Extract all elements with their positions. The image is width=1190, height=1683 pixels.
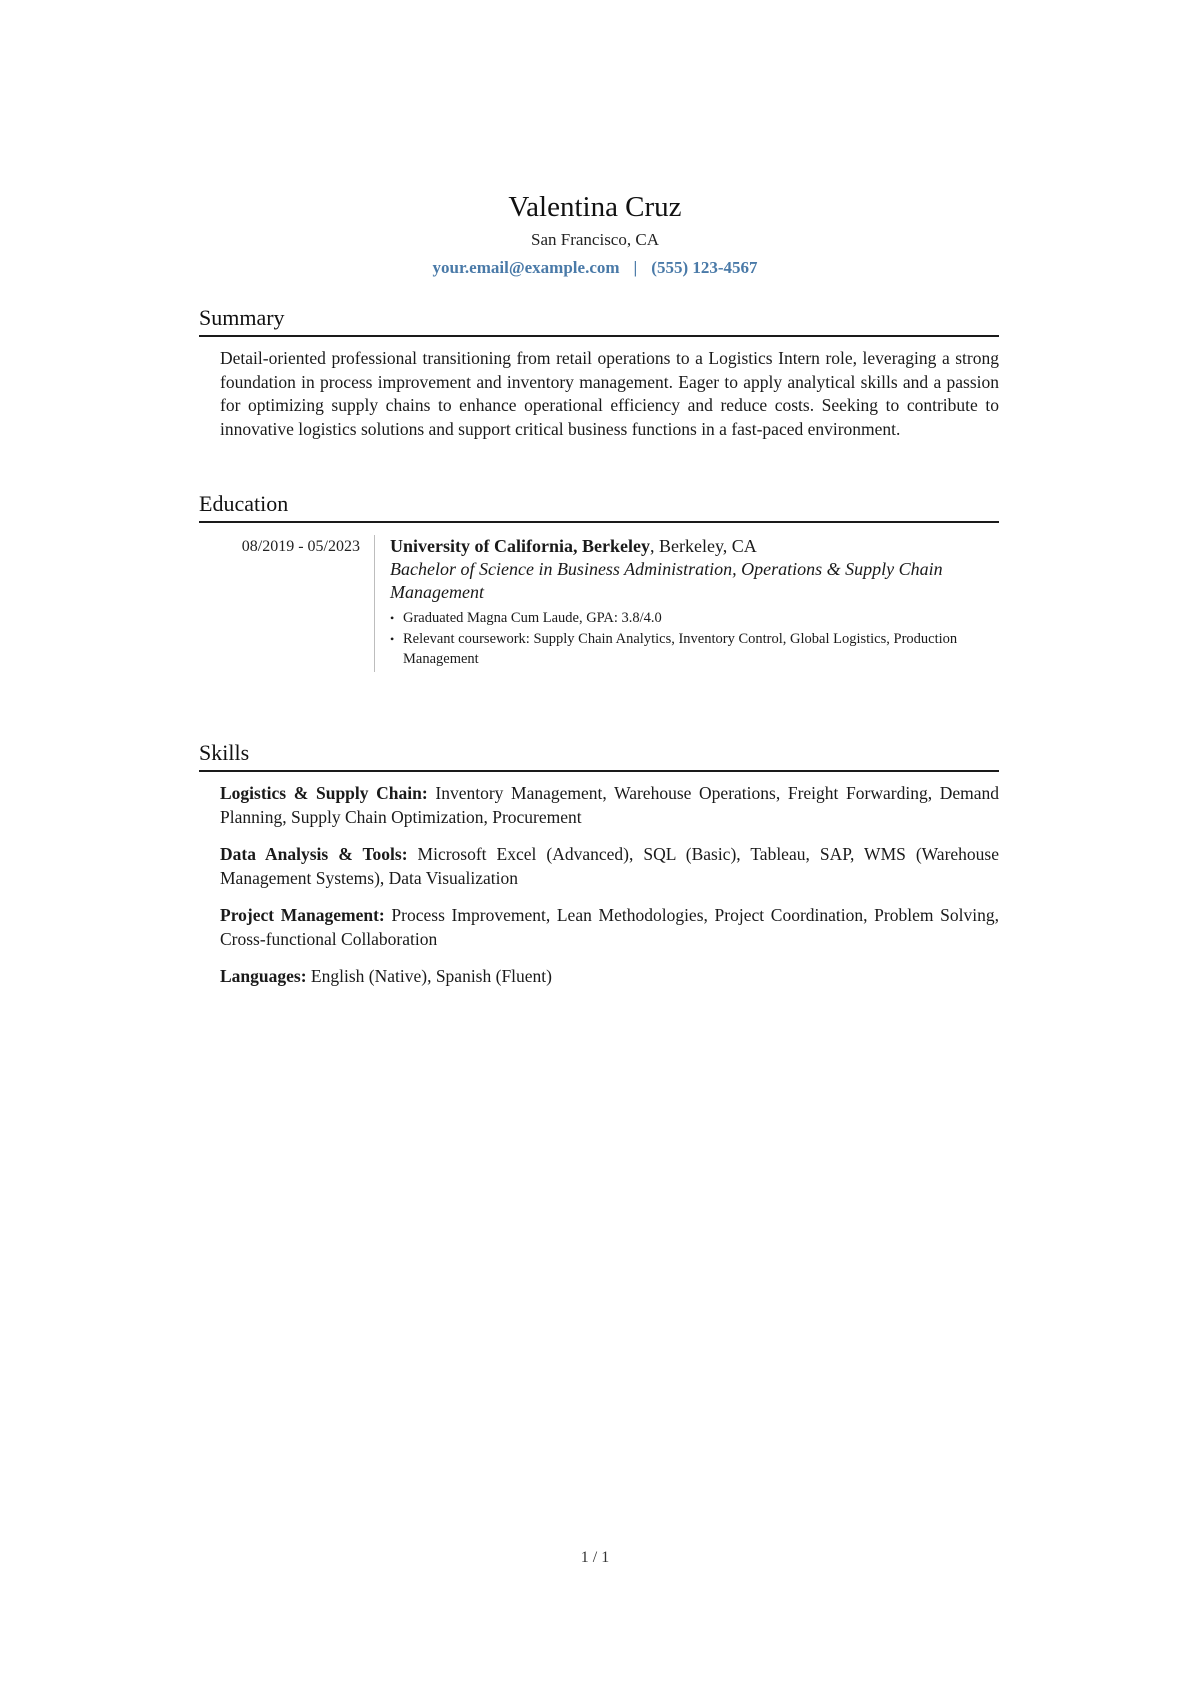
skill-item [220,904,999,951]
summary-text: Detail-oriented professional transitioning from retail operations to a Logistics Intern role, leveraging a strong foundation in process improvement and inventory management. Eager to apply analytical skills and a passion for optimizing supply chains to enhance operational efficiency and reduce costs. Seeking to contribute to innovative logistics solutions and support critical business functions in a fast-paced environment. [220,348,999,439]
skill-value: English (Native), Spanish (Fluent) [306,966,552,986]
section-title-skills: Skills [199,740,999,772]
education-dates: 08/2019 - 05/2023 [241,538,360,555]
skill-value: Inventory Management, Warehouse Operations, Freight Forwarding, Demand Planning, Supply Chain Optimization, Procurement [220,783,1000,827]
page-indicator: 1 / 1 [580,1549,610,1566]
school-location: , Berkeley, CA [649,536,757,556]
skill-item [220,843,999,890]
candidate-location: San Francisco, CA [531,230,659,249]
education-bullets [390,608,999,670]
school-name: University of California, Berkeley [390,536,650,556]
contact-separator: | [633,258,638,277]
summary-section [199,305,999,441]
candidate-name: Valentina Cruz [508,191,682,223]
skill-item [220,782,999,829]
section-title-education: Education [199,491,999,523]
education-entry [199,523,999,672]
phone-link[interactable]: (555) 123-4567 [651,258,758,277]
section-title-summary: Summary [199,305,999,337]
email-link[interactable]: your.email@example.com [432,258,620,277]
skill-label: Data Analysis & Tools: [220,844,408,864]
skill-label: Languages: [220,966,307,986]
resume-header [0,189,1190,279]
education-section [199,491,999,672]
skill-value: Process Improvement, Lean Methodologies, Project Coordination, Problem Solving, Cross-functional Collaboration [220,905,999,949]
education-details [374,535,999,672]
skill-value: Microsoft Excel (Advanced), SQL (Basic), Tableau, SAP, WMS (Warehouse Management Systems), Data Visualization [220,844,999,888]
degree: Bachelor of Science in Business Administration, Operations & Supply Chain Management [390,559,943,602]
skill-item [220,965,999,989]
skills-section [199,740,999,1003]
skill-label: Project Management: [220,905,385,925]
education-bullet: • Graduated Magna Cum Laude, GPA: 3.8/4.0 [390,608,999,629]
education-bullet: • Relevant coursework: Supply Chain Analytics, Inventory Control, Global Logistics, Production Management [390,629,999,670]
skill-label: Logistics & Supply Chain: [220,783,428,803]
education-school-line [390,535,999,558]
contact-line [0,257,1190,279]
